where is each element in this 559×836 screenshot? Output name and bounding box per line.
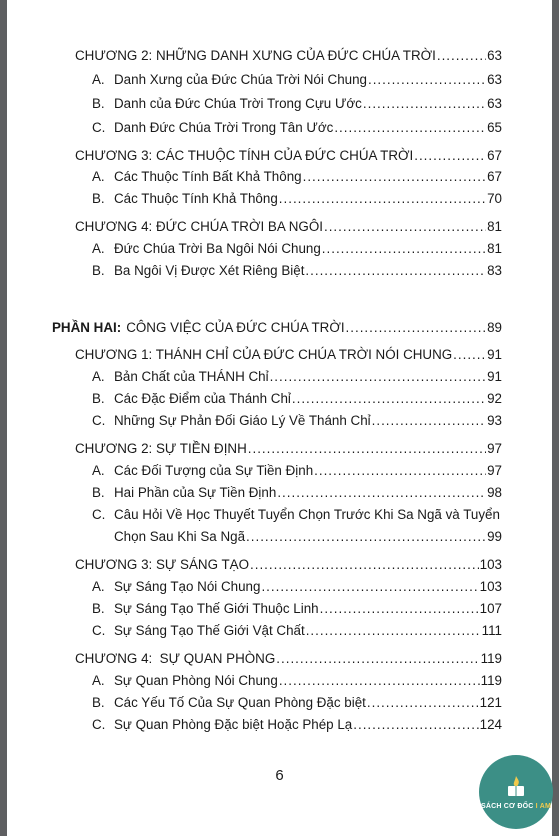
toc-item[interactable]: B. Hai Phần của Sự Tiền Định ..... 98 xyxy=(92,485,502,501)
toc-chapter[interactable]: CHƯƠNG 4: ĐỨC CHÚA TRỜI BA NGÔI ..... 81 xyxy=(75,219,502,235)
document-page xyxy=(7,0,552,836)
toc-item[interactable]: A. Sự Sáng Tạo Nói Chung ..... 103 xyxy=(92,579,502,595)
toc-item-wrapped-line2[interactable]: Chọn Sau Khi Sa Ngã ..... 99 xyxy=(114,529,502,545)
dot-leader xyxy=(277,485,486,501)
toc-item[interactable]: B. Các Đặc Điểm của Thánh Chỉ ..... 92 xyxy=(92,391,502,407)
toc-item[interactable]: A. Các Đối Tượng của Sự Tiền Định ..... 97 xyxy=(92,463,502,479)
toc-chapter[interactable]: CHƯƠNG 2: SỰ TIỀN ĐỊNH ..... 97 xyxy=(75,441,502,457)
dot-leader xyxy=(363,96,486,112)
toc-item[interactable]: C. Sự Sáng Tạo Thế Giới Vật Chất ..... 111 xyxy=(92,623,502,639)
toc-part-heading[interactable]: PHẦN HAI: CÔNG VIỆC CỦA ĐỨC CHÚA TRỜI ..... 89 xyxy=(52,320,502,336)
watermark-brand: SÁCH CƠ ĐỐC I AM xyxy=(481,802,551,810)
dot-leader xyxy=(250,557,479,573)
dot-leader xyxy=(279,673,480,689)
toc-item[interactable]: C. Danh Đức Chúa Trời Trong Tân Ước ..... 65 xyxy=(92,120,502,136)
dot-leader xyxy=(322,241,486,257)
dot-leader xyxy=(414,148,486,164)
toc-chapter[interactable]: CHƯƠNG 4: SỰ QUAN PHÒNG ..... 119 xyxy=(75,651,502,667)
dot-leader xyxy=(306,623,481,639)
dot-leader xyxy=(261,579,478,595)
toc-item[interactable]: B. Sự Sáng Tạo Thế Giới Thuộc Linh ..... 107 xyxy=(92,601,502,617)
dot-leader xyxy=(334,120,486,136)
dot-leader xyxy=(372,413,486,429)
toc-item[interactable]: B. Các Thuộc Tính Khả Thông ..... 70 xyxy=(92,191,502,207)
dot-leader xyxy=(246,529,486,545)
dot-leader xyxy=(276,651,479,667)
dot-leader xyxy=(279,191,486,207)
dot-leader xyxy=(368,72,486,88)
toc-chapter[interactable]: CHƯƠNG 3: SỰ SÁNG TẠO ..... 103 xyxy=(75,557,502,573)
toc-item[interactable]: A. Các Thuộc Tính Bất Khả Thông ..... 67 xyxy=(92,169,502,185)
dot-leader xyxy=(324,219,486,235)
toc-item-wrapped-line1[interactable]: C. Câu Hỏi Về Học Thuyết Tuyển Chọn Trước Khi Sa Ngã và Tuyển xyxy=(92,507,500,522)
toc-chapter[interactable]: CHƯƠNG 3: CÁC THUỘC TÍNH CỦA ĐỨC CHÚA TRỜI ..... 67 xyxy=(75,148,502,164)
toc-item[interactable]: B. Các Yếu Tố Của Sự Quan Phòng Đặc biệt ..... 121 xyxy=(92,695,502,711)
toc-item[interactable]: B. Danh của Đức Chúa Trời Trong Cựu Ước ..... 63 xyxy=(92,96,502,112)
toc-item[interactable]: C. Sự Quan Phòng Đặc biệt Hoặc Phép Lạ ..... 124 xyxy=(92,717,502,733)
dot-leader xyxy=(314,463,486,479)
toc-item[interactable]: A. Đức Chúa Trời Ba Ngôi Nói Chung ..... 81 xyxy=(92,241,502,257)
dot-leader xyxy=(437,48,486,64)
dot-leader xyxy=(353,717,478,733)
dot-leader xyxy=(320,601,479,617)
toc-item[interactable]: C. Những Sự Phản Đối Giáo Lý Về Thánh Chỉ ..... 93 xyxy=(92,413,502,429)
dot-leader xyxy=(248,441,486,457)
dot-leader xyxy=(453,347,486,363)
toc-chapter[interactable]: CHƯƠNG 2: NHỮNG DANH XƯNG CỦA ĐỨC CHÚA TRỜI ..... 63 xyxy=(75,48,502,64)
toc-chapter[interactable]: CHƯƠNG 1: THÁNH CHỈ CỦA ĐỨC CHÚA TRỜI NÓI CHUNG ..... 91 xyxy=(75,347,502,363)
toc-item[interactable]: A. Bản Chất của THÁNH Chỉ ..... 91 xyxy=(92,369,502,385)
dot-leader xyxy=(305,263,486,279)
page-number: 6 xyxy=(275,767,284,784)
toc-item[interactable]: B. Ba Ngôi Vị Được Xét Riêng Biệt ..... 83 xyxy=(92,263,502,279)
dot-leader xyxy=(346,320,487,336)
dot-leader xyxy=(367,695,479,711)
dot-leader xyxy=(303,169,487,185)
toc-item[interactable]: A. Danh Xưng của Đức Chúa Trời Nói Chung ..... 63 xyxy=(92,72,502,88)
dot-leader xyxy=(292,391,486,407)
toc-item[interactable]: A. Sự Quan Phòng Nói Chung ..... 119 xyxy=(92,673,502,689)
book-flame-icon xyxy=(507,775,525,797)
watermark-logo xyxy=(479,755,553,829)
dot-leader xyxy=(270,369,487,385)
